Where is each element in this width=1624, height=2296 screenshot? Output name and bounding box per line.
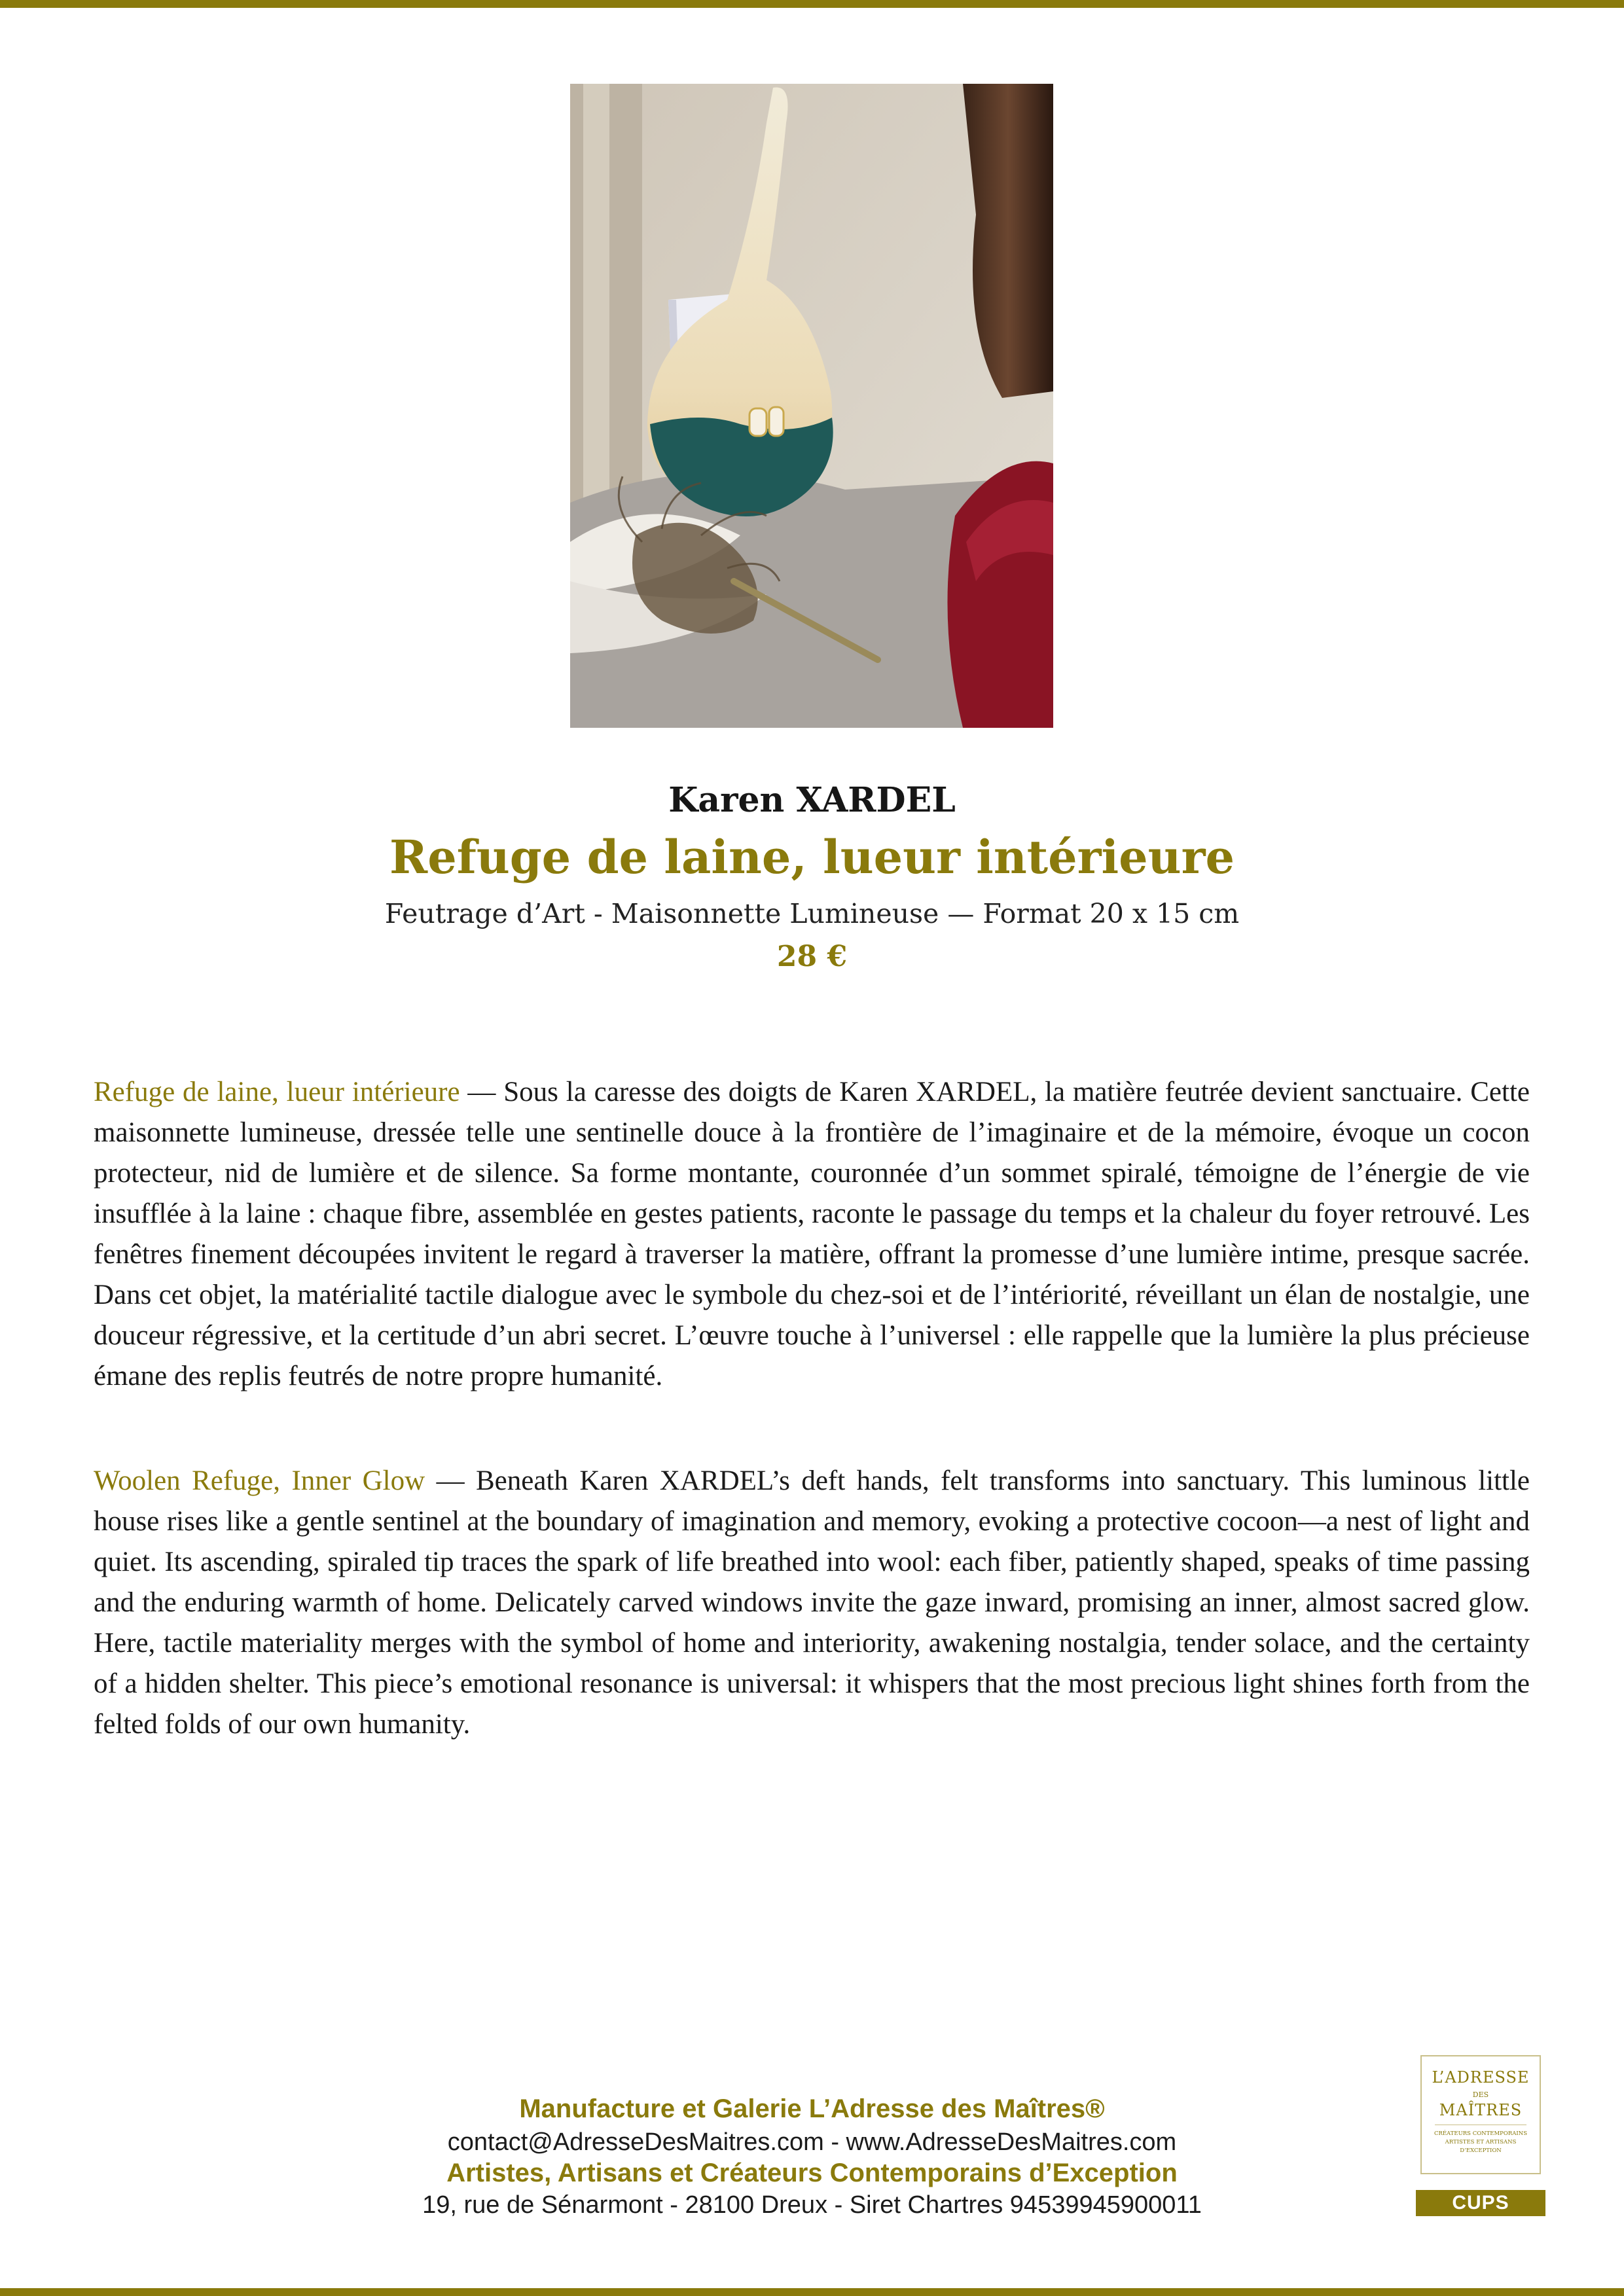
description-english-lead: Woolen Refuge, Inner Glow [94,1465,425,1496]
artist-name: Karen XARDEL [668,780,956,820]
artwork-title: Refuge de laine, lueur intérieure [389,830,1235,884]
artwork-subtitle: Feutrage d’Art - Maisonnette Lumineuse — Format 20 x 15 cm [384,898,1240,929]
footer-contact: contact@AdresseDesMaitres.com - www.AdresseDesMaitres.com [447,2128,1177,2156]
logo-line-2: DES [1472,2090,1489,2099]
bottom-rule [0,2288,1624,2296]
top-rule [0,0,1624,8]
logo-line-4: CRÉATEURS CONTEMPORAINS ARTISTES ET ARTISANS D’EXCEPTION [1434,2130,1528,2154]
description-english-text: — Beneath Karen XARDEL’s deft hands, felt transforms into sanctuary. This luminous little house rises like a gentle sentinel at the boundary of imagination and memory, evoking a protective cocoon—a nest of light and quiet. Its ascending, spiraled tip traces the spark of life breathed into wool: each fiber, patiently shaped, speaks of time passing and the enduring warmth of home. Delicately carved windows invite the gaze inward, promising an inner, almost sacred glow. Here, tactile materiality merges with the symbol of home and interiority, awakening nostalgia, tender solace, and the certainty of a hidden shelter. This piece’s emotional resonance is universal: it whispers that the most precious light shines forth from the felted folds of our own humanity. [94,1465,1530,1740]
logo-line-3: MAÎTRES [1439,2101,1523,2119]
footer-address: 19, rue de Sénarmont - 28100 Dreux - Siret Chartres 94539945900011 [422,2191,1202,2219]
description-french [94,1072,1530,1397]
description-english [94,1461,1530,1745]
footer-company: Manufacture et Galerie L’Adresse des Maîtres® [519,2094,1105,2123]
artwork-price: 28 € [776,940,848,973]
artwork-photo [570,84,1053,728]
footer-tagline: Artistes, Artisans et Créateurs Contemporains d’Exception [446,2159,1178,2187]
description-french-text: — Sous la caresse des doigts de Karen XARDEL, la matière feutrée devient sanctuaire. Cette maisonnette lumineuse, dressée telle une sentinelle douce à la frontière de l’imaginaire et de la mémoire, évoque un cocon protecteur, nid de lumière et de silence. Sa forme montante, couronnée d’un sommet spiralé, témoigne de l’énergie de vie insufflée à la laine : chaque fibre, assemblée en gestes patients, raconte le passage du temps et la chaleur du foyer retrouvé. Les fenêtres finement découpées invitent le regard à traverser la matière, offrant la promesse d’une lumière intime, presque sacrée. Dans cet objet, la matérialité tactile dialogue avec le symbole du chez-soi et de l’intériorité, réveillant un élan de nostalgie, une douceur régressive, et la certitude d’un abri secret. L’œuvre touche à l’universel : elle rappelle que la lumière la plus précieuse émane des replis feutrés de notre propre humanité. [94,1077,1530,1391]
cups-badge: CUPS [1416,2190,1545,2216]
description-french-lead: Refuge de laine, lueur intérieure [94,1077,460,1107]
logo-line-1: L’ADRESSE [1432,2068,1530,2087]
gallery-logo [1420,2055,1541,2174]
